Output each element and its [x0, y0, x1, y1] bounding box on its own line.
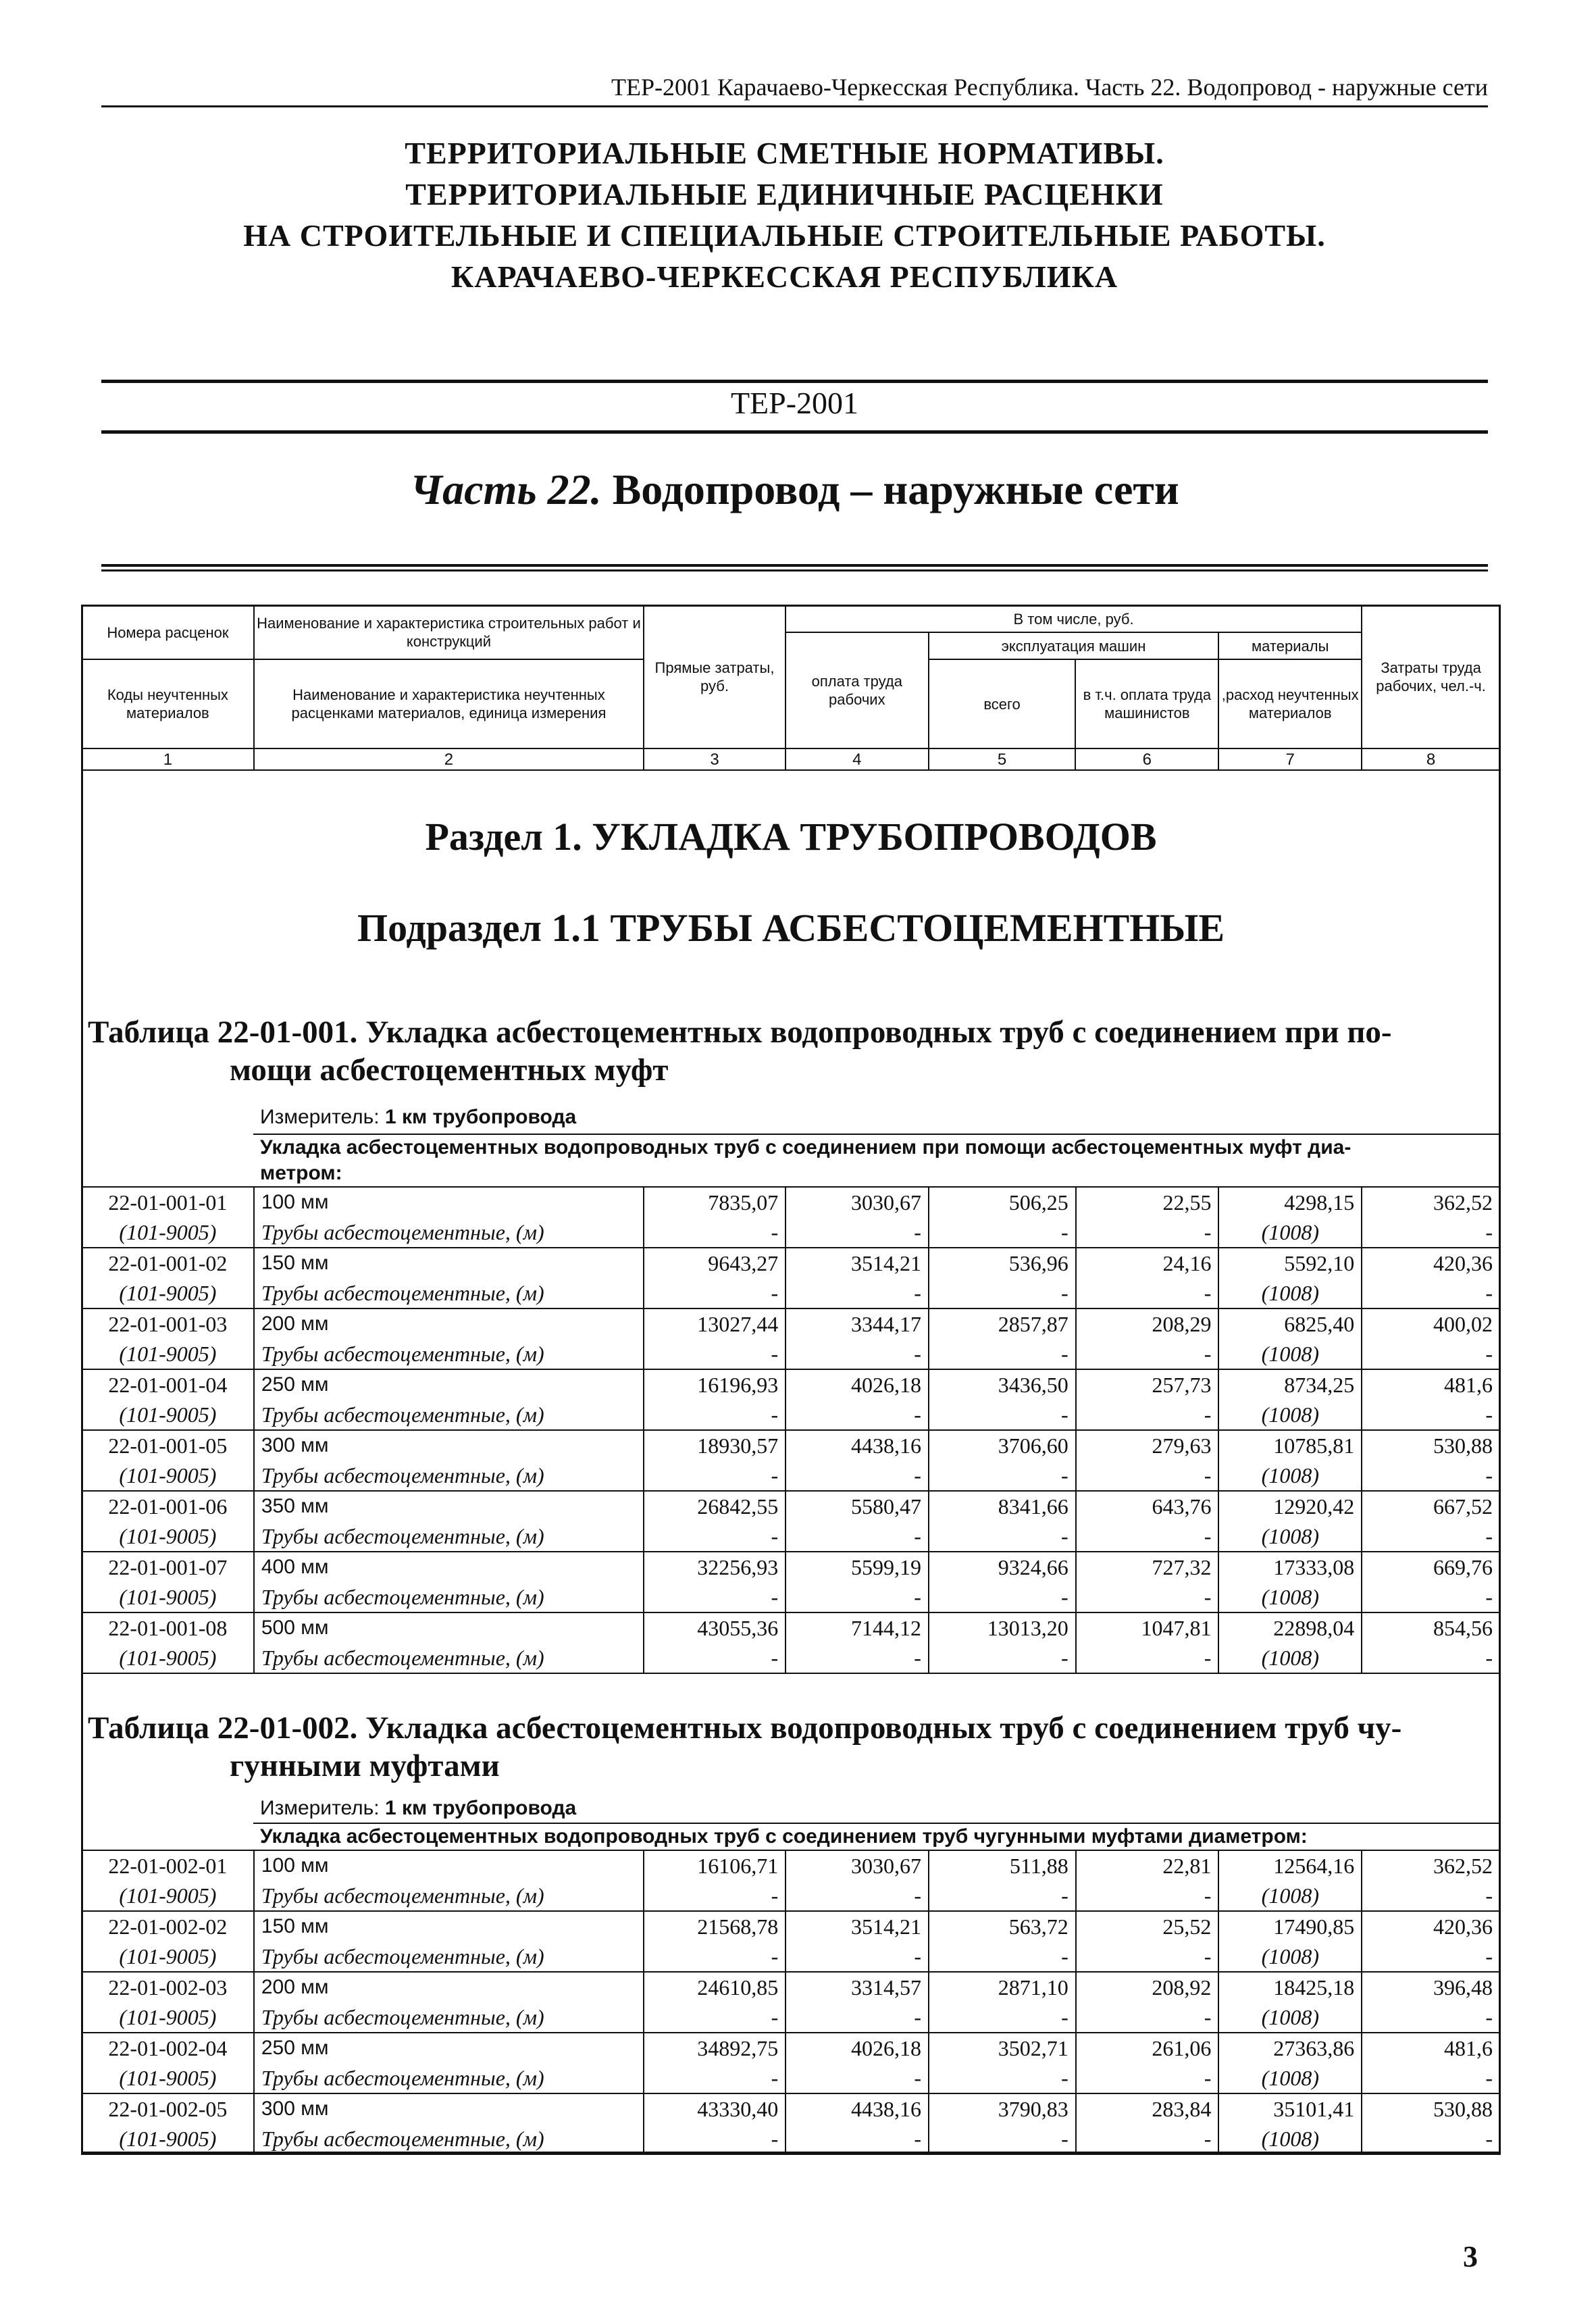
material-quantity: (1008)	[1218, 1582, 1362, 1612]
dash: -	[786, 2002, 929, 2033]
material-quantity: (1008)	[1218, 1521, 1362, 1552]
machinist-pay: 22,81	[1076, 1850, 1219, 1881]
machines-total: 2857,87	[929, 1308, 1076, 1339]
dash: -	[786, 1339, 929, 1369]
labor-pay: 3030,67	[786, 1187, 929, 1217]
machinist-pay: 208,29	[1076, 1308, 1219, 1339]
material-row	[82, 1400, 1500, 1430]
dash: -	[644, 1881, 786, 1911]
material-name: Трубы асбестоцементные, (м)	[254, 2124, 644, 2154]
machinist-pay: 727,32	[1076, 1552, 1219, 1582]
title-line: КАРАЧАЕВО-ЧЕРКЕССКАЯ РЕСПУБЛИКА	[451, 259, 1118, 294]
labor-pay: 5580,47	[786, 1491, 929, 1521]
part-title	[101, 465, 1488, 515]
rate-code: 22-01-001-02	[82, 1248, 254, 1278]
header-labor-pay: оплата труда рабочих	[786, 632, 929, 748]
dash: -	[1076, 1521, 1219, 1552]
dash: -	[1076, 2124, 1219, 2154]
dash: -	[786, 1643, 929, 1673]
dash: -	[1362, 1582, 1500, 1612]
column-number: 4	[786, 748, 929, 770]
rate-code: 22-01-001-03	[82, 1308, 254, 1339]
dash: -	[929, 1582, 1076, 1612]
labor-pay: 3514,21	[786, 1248, 929, 1278]
header-work-name: Наименование и характеристика строительных работ и конструкций	[254, 605, 644, 659]
dash: -	[786, 2124, 929, 2154]
material-quantity: (1008)	[1218, 2002, 1362, 2033]
material-row	[82, 1339, 1500, 1369]
table-title-line: гунными муфтами	[230, 1748, 500, 1783]
header-material-consumption: ,расход неучтенных материалов	[1218, 659, 1362, 748]
dash: -	[1362, 2002, 1500, 2033]
material-quantity: (1008)	[1218, 2063, 1362, 2093]
work-name: 400 мм	[254, 1552, 644, 1582]
page-number: 3	[1463, 2240, 1478, 2273]
caption-line: метром:	[260, 1162, 342, 1184]
work-name: 350 мм	[254, 1491, 644, 1521]
machines-total: 2871,10	[929, 1972, 1076, 2002]
material-row	[82, 1217, 1500, 1248]
rate-code: 22-01-002-05	[82, 2093, 254, 2124]
dash: -	[1362, 1400, 1500, 1430]
column-header	[81, 605, 1501, 771]
table-row	[82, 1187, 1500, 1217]
work-name: 200 мм	[254, 1308, 644, 1339]
material-row	[82, 1881, 1500, 1911]
machinist-pay: 279,63	[1076, 1430, 1219, 1460]
direct-costs: 26842,55	[644, 1491, 786, 1521]
column-number: 5	[929, 748, 1076, 770]
column-number: 8	[1362, 748, 1500, 770]
column-number: 1	[82, 748, 254, 770]
material-code: (101-9005)	[82, 1643, 254, 1673]
materials-cost: 35101,41	[1218, 2093, 1362, 2124]
material-name: Трубы асбестоцементные, (м)	[254, 2063, 644, 2093]
dash: -	[1076, 1339, 1219, 1369]
column-number: 3	[644, 748, 786, 770]
material-code: (101-9005)	[82, 1460, 254, 1491]
unit-value: 1 км трубопровода	[384, 1106, 577, 1128]
material-row	[82, 1278, 1500, 1308]
labor-hours: 362,52	[1362, 1187, 1500, 1217]
labor-pay: 4438,16	[786, 1430, 929, 1460]
dash: -	[786, 1400, 929, 1430]
dash: -	[644, 2063, 786, 2093]
labor-hours: 481,6	[1362, 1369, 1500, 1400]
header-materials: материалы	[1218, 632, 1362, 659]
material-name: Трубы асбестоцементные, (м)	[254, 1278, 644, 1308]
header-material-names: Наименование и характеристика неучтенных расценками материалов, единица измерения	[254, 659, 644, 748]
direct-costs: 9643,27	[644, 1248, 786, 1278]
unit-label: Измеритель:	[260, 1797, 385, 1819]
divider	[101, 430, 1488, 434]
material-row	[82, 1582, 1500, 1612]
materials-cost: 4298,15	[1218, 1187, 1362, 1217]
material-name: Трубы асбестоцементные, (м)	[254, 1217, 644, 1248]
header-machines-total: всего	[929, 659, 1076, 748]
direct-costs: 32256,93	[644, 1552, 786, 1582]
material-row	[82, 1643, 1500, 1673]
dash: -	[786, 1217, 929, 1248]
table-title-line: мощи асбестоцементных муфт	[230, 1052, 669, 1088]
unit-label: Измеритель:	[260, 1106, 385, 1128]
dash: -	[644, 1217, 786, 1248]
rate-code: 22-01-001-06	[82, 1491, 254, 1521]
materials-cost: 12564,16	[1218, 1850, 1362, 1881]
work-name: 100 мм	[254, 1187, 644, 1217]
table-row	[82, 1248, 1500, 1278]
material-name: Трубы асбестоцементные, (м)	[254, 1460, 644, 1491]
dash: -	[644, 1643, 786, 1673]
work-name: 250 мм	[254, 1369, 644, 1400]
dash: -	[1076, 1460, 1219, 1491]
material-code: (101-9005)	[82, 1582, 254, 1612]
caption-line: Укладка асбестоцементных водопроводных труб с соединением труб чугунными муфтами диаметром:	[260, 1825, 1308, 1848]
dash: -	[1362, 1881, 1500, 1911]
table-row	[82, 2093, 1500, 2124]
rate-code: 22-01-001-05	[82, 1430, 254, 1460]
direct-costs: 43055,36	[644, 1612, 786, 1643]
dash: -	[786, 1881, 929, 1911]
labor-pay: 4026,18	[786, 2033, 929, 2063]
dash: -	[929, 1941, 1076, 1972]
labor-pay: 7144,12	[786, 1612, 929, 1643]
dash: -	[644, 1941, 786, 1972]
dash: -	[786, 1521, 929, 1552]
machinist-pay: 257,73	[1076, 1369, 1219, 1400]
dash: -	[929, 1460, 1076, 1491]
machines-total: 3706,60	[929, 1430, 1076, 1460]
dash: -	[644, 2002, 786, 2033]
table-row	[82, 1552, 1500, 1582]
material-quantity: (1008)	[1218, 1460, 1362, 1491]
work-name: 150 мм	[254, 1248, 644, 1278]
dash: -	[929, 1217, 1076, 1248]
table-row	[82, 2033, 1500, 2063]
material-code: (101-9005)	[82, 1278, 254, 1308]
material-quantity: (1008)	[1218, 2124, 1362, 2154]
table-title-line: Таблица 22-01-002. Укладка асбестоцементных водопроводных труб с соединением труб чу-	[88, 1710, 1402, 1746]
title-line: ТЕРРИТОРИАЛЬНЫЕ ЕДИНИЧНЫЕ РАСЦЕНКИ	[405, 177, 1164, 211]
machinist-pay: 22,55	[1076, 1187, 1219, 1217]
materials-cost: 8734,25	[1218, 1369, 1362, 1400]
dash: -	[1076, 1941, 1219, 1972]
section-title: Раздел 1. УКЛАДКА ТРУБОПРОВОДОВ	[425, 815, 1157, 859]
materials-cost: 10785,81	[1218, 1430, 1362, 1460]
material-row	[82, 1941, 1500, 1972]
material-name: Трубы асбестоцементные, (м)	[254, 1941, 644, 1972]
material-code: (101-9005)	[82, 1400, 254, 1430]
dash: -	[929, 1400, 1076, 1430]
dash: -	[929, 1339, 1076, 1369]
dash: -	[929, 1521, 1076, 1552]
rate-code: 22-01-001-08	[82, 1612, 254, 1643]
table-title-line: Таблица 22-01-001. Укладка асбестоцементных водопроводных труб с соединением при по-	[88, 1015, 1392, 1050]
dash: -	[1362, 1521, 1500, 1552]
column-number: 7	[1218, 748, 1362, 770]
material-quantity: (1008)	[1218, 1339, 1362, 1369]
title-line: ТЕРРИТОРИАЛЬНЫЕ СМЕТНЫЕ НОРМАТИВЫ.	[405, 136, 1164, 170]
document-code: ТЕР-2001	[730, 386, 859, 420]
machines-total: 563,72	[929, 1911, 1076, 1941]
dash: -	[644, 2124, 786, 2154]
table-title	[88, 1013, 1493, 1089]
work-name: 250 мм	[254, 2033, 644, 2063]
labor-pay: 4026,18	[786, 1369, 929, 1400]
labor-hours: 420,36	[1362, 1911, 1500, 1941]
column-number: 2	[254, 748, 644, 770]
material-quantity: (1008)	[1218, 1400, 1362, 1430]
dash: -	[1076, 1582, 1219, 1612]
dash: -	[1362, 2063, 1500, 2093]
material-row	[82, 2124, 1500, 2154]
machines-total: 3502,71	[929, 2033, 1076, 2063]
labor-hours: 667,52	[1362, 1491, 1500, 1521]
material-row	[82, 2063, 1500, 2093]
material-name: Трубы асбестоцементные, (м)	[254, 1643, 644, 1673]
material-quantity: (1008)	[1218, 1941, 1362, 1972]
material-name: Трубы асбестоцементные, (м)	[254, 1339, 644, 1369]
table-row	[82, 1850, 1500, 1881]
labor-pay: 3030,67	[786, 1850, 929, 1881]
dash: -	[786, 1278, 929, 1308]
divider	[101, 380, 1488, 383]
labor-pay: 4438,16	[786, 2093, 929, 2124]
material-code: (101-9005)	[82, 2124, 254, 2154]
machines-total: 536,96	[929, 1248, 1076, 1278]
material-quantity: (1008)	[1218, 1217, 1362, 1248]
labor-hours: 400,02	[1362, 1308, 1500, 1339]
rates-table-22-01-001	[81, 1186, 1501, 1674]
labor-pay: 3344,17	[786, 1308, 929, 1339]
dash: -	[644, 1521, 786, 1552]
material-name: Трубы асбестоцементные, (м)	[254, 2002, 644, 2033]
labor-pay: 3314,57	[786, 1972, 929, 2002]
direct-costs: 43330,40	[644, 2093, 786, 2124]
dash: -	[644, 1339, 786, 1369]
subsection-title: Подраздел 1.1 ТРУБЫ АСБЕСТОЦЕМЕНТНЫЕ	[357, 906, 1225, 950]
direct-costs: 13027,44	[644, 1308, 786, 1339]
direct-costs: 16106,71	[644, 1850, 786, 1881]
header-rate-number: Номера расценок	[82, 605, 254, 659]
machines-total: 3436,50	[929, 1369, 1076, 1400]
materials-cost: 6825,40	[1218, 1308, 1362, 1339]
machines-total: 13013,20	[929, 1612, 1076, 1643]
rate-code: 22-01-002-04	[82, 2033, 254, 2063]
header-direct-costs: Прямые затраты, руб.	[644, 605, 786, 748]
material-code: (101-9005)	[82, 1339, 254, 1369]
dash: -	[929, 1643, 1076, 1673]
header-machinist-pay: в т.ч. оплата труда машинистов	[1075, 659, 1218, 748]
dash: -	[644, 1582, 786, 1612]
machines-total: 511,88	[929, 1850, 1076, 1881]
material-code: (101-9005)	[82, 1881, 254, 1911]
dash: -	[1076, 1217, 1219, 1248]
dash: -	[1076, 2063, 1219, 2093]
materials-cost: 5592,10	[1218, 1248, 1362, 1278]
dash: -	[1362, 1643, 1500, 1673]
main-title	[81, 132, 1488, 297]
material-name: Трубы асбестоцементные, (м)	[254, 1400, 644, 1430]
table-row	[82, 1972, 1500, 2002]
labor-hours: 530,88	[1362, 1430, 1500, 1460]
table-caption	[253, 1823, 1499, 1851]
material-name: Трубы асбестоцементные, (м)	[254, 1582, 644, 1612]
direct-costs: 34892,75	[644, 2033, 786, 2063]
rate-code: 22-01-001-07	[82, 1552, 254, 1582]
header-material-codes: Коды неучтенных материалов	[82, 659, 254, 748]
labor-pay: 3514,21	[786, 1911, 929, 1941]
labor-hours: 669,76	[1362, 1552, 1500, 1582]
table-row	[82, 1369, 1500, 1400]
rate-code: 22-01-002-01	[82, 1850, 254, 1881]
direct-costs: 7835,07	[644, 1187, 786, 1217]
labor-hours: 420,36	[1362, 1248, 1500, 1278]
dash: -	[929, 1278, 1076, 1308]
material-name: Трубы асбестоцементные, (м)	[254, 1881, 644, 1911]
direct-costs: 24610,85	[644, 1972, 786, 2002]
running-head: ТЕР-2001 Карачаево-Черкесская Республика. Часть 22. Водопровод - наружные сети	[101, 73, 1488, 107]
part-name: Водопровод – наружные сети	[612, 465, 1179, 513]
rate-code: 22-01-001-01	[82, 1187, 254, 1217]
rate-code: 22-01-002-03	[82, 1972, 254, 2002]
work-name: 150 мм	[254, 1911, 644, 1941]
material-row	[82, 2002, 1500, 2033]
header-machines: эксплуатация машин	[929, 632, 1219, 659]
divider	[101, 564, 1488, 567]
dash: -	[1362, 2124, 1500, 2154]
machines-total: 506,25	[929, 1187, 1076, 1217]
dash: -	[644, 1278, 786, 1308]
machinist-pay: 24,16	[1076, 1248, 1219, 1278]
header-including: В том числе, руб.	[786, 605, 1362, 632]
labor-pay: 5599,19	[786, 1552, 929, 1582]
materials-cost: 22898,04	[1218, 1612, 1362, 1643]
labor-hours: 854,56	[1362, 1612, 1500, 1643]
materials-cost: 18425,18	[1218, 1972, 1362, 2002]
table-row	[82, 1430, 1500, 1460]
work-name: 200 мм	[254, 1972, 644, 2002]
machines-total: 3790,83	[929, 2093, 1076, 2124]
material-row	[82, 1521, 1500, 1552]
material-code: (101-9005)	[82, 2002, 254, 2033]
work-name: 500 мм	[254, 1612, 644, 1643]
materials-cost: 27363,86	[1218, 2033, 1362, 2063]
table-row	[82, 1491, 1500, 1521]
machines-total: 8341,66	[929, 1491, 1076, 1521]
labor-hours: 396,48	[1362, 1972, 1500, 2002]
dash: -	[1362, 1941, 1500, 1972]
rate-code: 22-01-002-02	[82, 1911, 254, 1941]
dash: -	[786, 1460, 929, 1491]
dash: -	[1076, 2002, 1219, 2033]
dash: -	[1362, 1460, 1500, 1491]
table-title	[88, 1709, 1493, 1785]
rate-code: 22-01-001-04	[82, 1369, 254, 1400]
material-quantity: (1008)	[1218, 1881, 1362, 1911]
machines-total: 9324,66	[929, 1552, 1076, 1582]
machinist-pay: 25,52	[1076, 1911, 1219, 1941]
dash: -	[1076, 1400, 1219, 1430]
unit-of-measure	[260, 1797, 576, 1820]
material-row	[82, 1460, 1500, 1491]
direct-costs: 16196,93	[644, 1369, 786, 1400]
direct-costs: 18930,57	[644, 1430, 786, 1460]
dash: -	[929, 2124, 1076, 2154]
material-quantity: (1008)	[1218, 1278, 1362, 1308]
labor-hours: 362,52	[1362, 1850, 1500, 1881]
table-caption	[253, 1134, 1499, 1188]
materials-cost: 17333,08	[1218, 1552, 1362, 1582]
dash: -	[786, 2063, 929, 2093]
machinist-pay: 1047,81	[1076, 1612, 1219, 1643]
dash: -	[1076, 1881, 1219, 1911]
dash: -	[786, 1582, 929, 1612]
dash: -	[929, 1881, 1076, 1911]
material-code: (101-9005)	[82, 1217, 254, 1248]
machinist-pay: 643,76	[1076, 1491, 1219, 1521]
material-code: (101-9005)	[82, 1941, 254, 1972]
work-name: 300 мм	[254, 1430, 644, 1460]
table-row	[82, 1612, 1500, 1643]
direct-costs: 21568,78	[644, 1911, 786, 1941]
dash: -	[1076, 1643, 1219, 1673]
dash: -	[644, 1400, 786, 1430]
part-label: Часть 22.	[410, 465, 602, 513]
material-code: (101-9005)	[82, 1521, 254, 1552]
column-number: 6	[1075, 748, 1218, 770]
caption-line: Укладка асбестоцементных водопроводных труб с соединением при помощи асбестоцементных муфт диа-	[260, 1136, 1352, 1159]
machinist-pay: 283,84	[1076, 2093, 1219, 2124]
dash: -	[1362, 1217, 1500, 1248]
machinist-pay: 261,06	[1076, 2033, 1219, 2063]
dash: -	[929, 2002, 1076, 2033]
labor-hours: 481,6	[1362, 2033, 1500, 2063]
title-line: НА СТРОИТЕЛЬНЫЕ И СПЕЦИАЛЬНЫЕ СТРОИТЕЛЬНЫЕ РАБОТЫ.	[243, 218, 1326, 253]
dash: -	[786, 1941, 929, 1972]
divider	[101, 569, 1488, 571]
work-name: 300 мм	[254, 2093, 644, 2124]
material-name: Трубы асбестоцементные, (м)	[254, 1521, 644, 1552]
materials-cost: 12920,42	[1218, 1491, 1362, 1521]
work-name: 100 мм	[254, 1850, 644, 1881]
dash: -	[929, 2063, 1076, 2093]
dash: -	[644, 1460, 786, 1491]
material-quantity: (1008)	[1218, 1643, 1362, 1673]
material-code: (101-9005)	[82, 2063, 254, 2093]
labor-hours: 530,88	[1362, 2093, 1500, 2124]
dash: -	[1362, 1278, 1500, 1308]
machinist-pay: 208,92	[1076, 1972, 1219, 2002]
rates-table-22-01-002	[81, 1850, 1501, 2155]
materials-cost: 17490,85	[1218, 1911, 1362, 1941]
dash: -	[1362, 1339, 1500, 1369]
unit-value: 1 км трубопровода	[384, 1797, 577, 1819]
table-row	[82, 1911, 1500, 1941]
header-labor-hours: Затраты труда рабочих, чел.-ч.	[1362, 605, 1500, 748]
unit-of-measure	[260, 1106, 576, 1129]
dash: -	[1076, 1278, 1219, 1308]
table-row	[82, 1308, 1500, 1339]
